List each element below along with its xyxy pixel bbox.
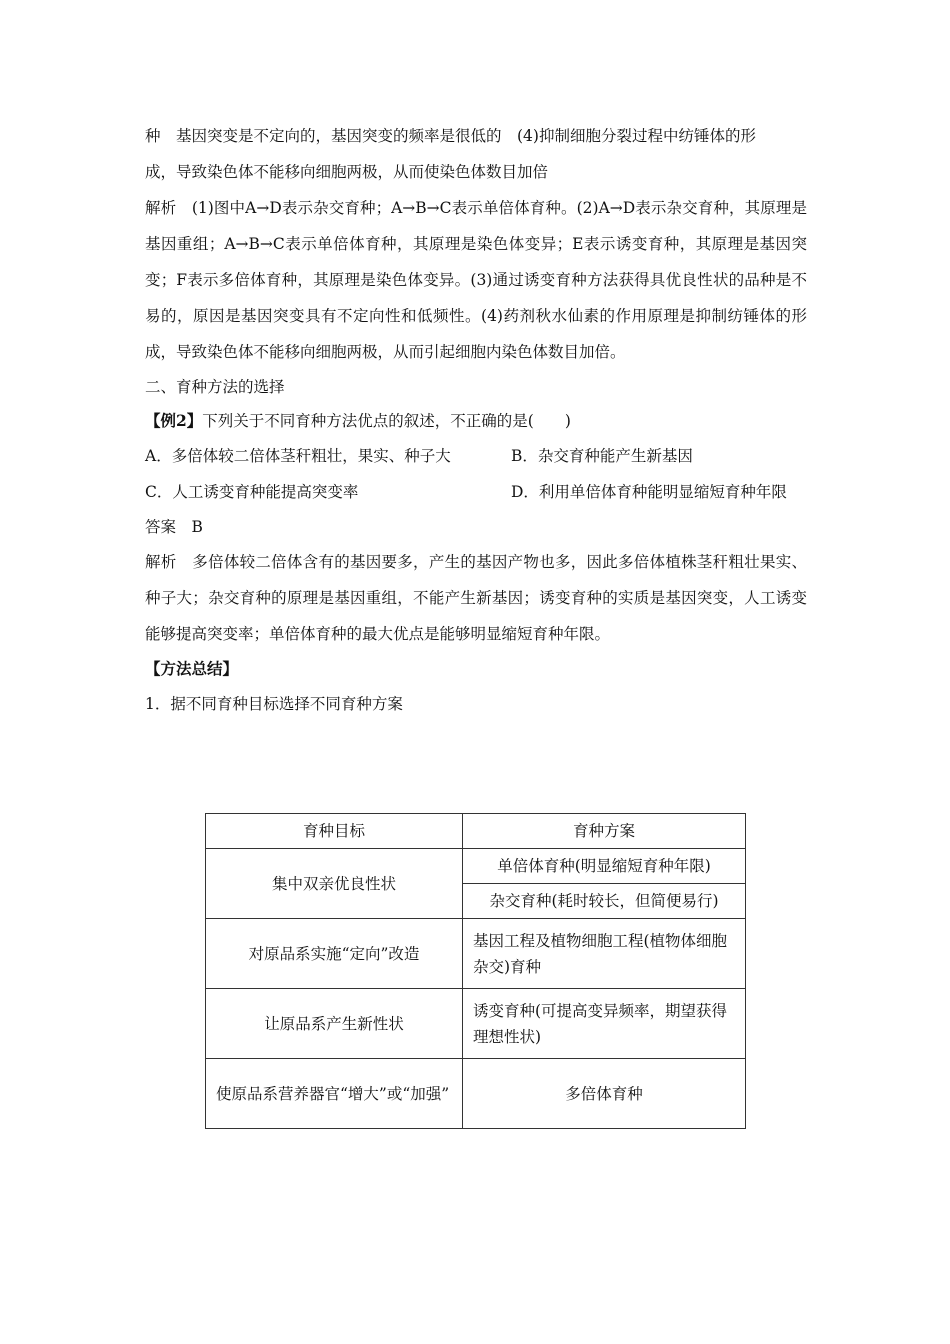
document-body <box>145 118 807 722</box>
option-d: D．利用单倍体育种能明显缩短育种年限 <box>511 483 787 501</box>
table-cell-plan: 诱变育种(可提高变异频率，期望获得理想性状) <box>463 989 746 1059</box>
table-row <box>206 1059 746 1129</box>
option-c: C．人工诱变育种能提高突变率 <box>145 483 359 501</box>
table-row <box>206 919 746 989</box>
option-b: B．杂交育种能产生新基因 <box>511 447 693 465</box>
breeding-plan-table <box>205 813 746 1129</box>
table-cell-plan: 多倍体育种 <box>463 1059 746 1129</box>
table-header-goal: 育种目标 <box>206 814 463 849</box>
answer-line: 答案 B <box>145 518 203 536</box>
table-cell-goal: 让原品系产生新性状 <box>206 989 463 1059</box>
table-cell-goal: 对原品系实施“定向”改造 <box>206 919 463 989</box>
table-cell-plan: 单倍体育种(明显缩短育种年限) <box>463 849 746 884</box>
example-tag: 【例2】 <box>145 411 203 430</box>
table-cell-plan: 基因工程及植物细胞工程(植物体细胞杂交)育种 <box>463 919 746 989</box>
example-question <box>145 404 807 438</box>
paragraph-analysis-2: 解析 多倍体较二倍体含有的基因要多，产生的基因产物也多，因此多倍体植株茎秆粗壮果实、种子大；杂交育种的原理是基因重组，不能产生新基因；诱变育种的实质是基因突变，人工诱变能够提高突变率；单倍体育种的最大优点是能够明显缩短育种年限。 <box>145 553 807 643</box>
table-header-plan: 育种方案 <box>463 814 746 849</box>
table-row <box>206 989 746 1059</box>
table-row <box>206 849 746 884</box>
table-cell-goal: 使原品系营养器官“增大”或“加强” <box>206 1059 463 1129</box>
options-row-1 <box>145 438 807 474</box>
paragraph-answer-continuation: 种 基因突变是不定向的，基因突变的频率是很低的 (4)抑制细胞分裂过程中纺锤体的形 <box>145 127 756 145</box>
paragraph-answer-continuation-2: 成，导致染色体不能移向细胞两极，从而使染色体数目加倍 <box>145 163 549 181</box>
options-row-2 <box>145 474 807 510</box>
table-header-row <box>206 814 746 849</box>
option-a: A．多倍体较二倍体茎秆粗壮，果实、种子大 <box>145 447 451 465</box>
section-heading: 二、育种方法的选择 <box>145 378 285 396</box>
table-cell-goal: 集中双亲优良性状 <box>206 849 463 919</box>
paragraph-analysis-1: 解析 (1)图中A→D表示杂交育种；A→B→C表示单倍体育种。(2)A→D表示杂交育种，其原理是基因重组；A→B→C表示单倍体育种，其原理是染色体变异；E表示诱变育种，其原理是基因突变；F表示多倍体育种，其原理是染色体变异。(3)通过诱变育种方法获得具优良性状的品种是不易的，原因是基因突变具有不定向性和低频性。(4)药剂秋水仙素的作用原理是抑制纺锤体的形成，导致染色体不能移向细胞两极，从而引起细胞内染色体数目加倍。 <box>145 199 807 361</box>
example-question-text: 下列关于不同育种方法优点的叙述，不正确的是( ) <box>202 412 571 430</box>
table-cell-plan: 杂交育种(耗时较长，但简便易行) <box>463 884 746 919</box>
list-item: 1．据不同育种目标选择不同育种方案 <box>145 695 403 713</box>
method-summary-heading: 【方法总结】 <box>145 659 239 678</box>
